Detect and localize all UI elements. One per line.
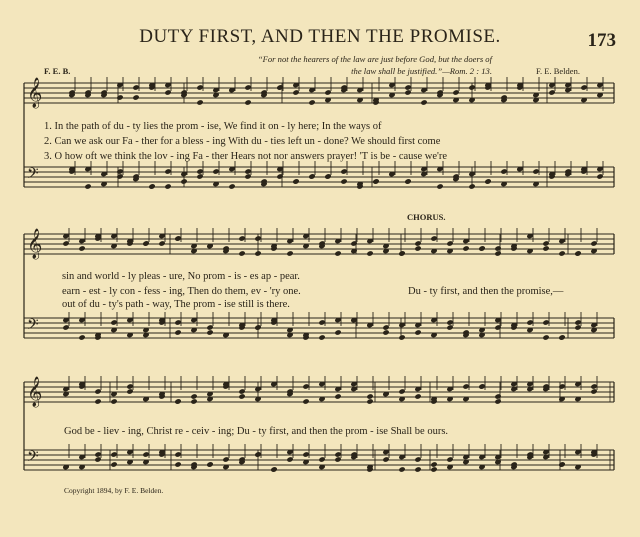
note-head	[238, 393, 245, 399]
note-head	[94, 398, 101, 404]
note-head	[558, 250, 565, 256]
note-head	[430, 466, 437, 472]
bass-clef-icon: 𝄢	[27, 448, 39, 469]
note-head	[414, 393, 421, 399]
note-head	[302, 398, 309, 404]
note-head	[494, 398, 501, 404]
note-head	[414, 466, 421, 472]
note-head	[366, 398, 373, 404]
note-head	[174, 461, 181, 467]
note-head	[116, 94, 123, 100]
note-head	[174, 329, 181, 335]
note-head	[414, 329, 421, 335]
note-head	[414, 245, 421, 251]
note-head	[228, 183, 235, 189]
note-head	[542, 334, 549, 340]
note-head	[398, 334, 405, 340]
note-head	[462, 245, 469, 251]
note-head	[174, 398, 181, 404]
system2-verse3: out of du - ty's path - way, The prom - ise still is there.	[62, 299, 290, 310]
note-head	[148, 183, 155, 189]
note-head	[206, 329, 213, 335]
composer-credit: F. E. Belden.	[536, 66, 580, 76]
lyricist-credit: F. E. B.	[44, 66, 71, 76]
note-head	[430, 461, 437, 467]
note-head	[420, 99, 427, 105]
page-number: 173	[587, 30, 616, 51]
note-head	[558, 461, 565, 467]
note-head	[334, 329, 341, 335]
note-head	[132, 94, 139, 100]
note-head	[206, 461, 213, 467]
note-head	[196, 99, 203, 105]
system2-chorus: Du - ty first, and then the promise,—	[408, 286, 564, 297]
note-head	[286, 250, 293, 256]
note-head	[398, 250, 405, 256]
copyright-notice: Copyright 1894, by F. E. Belden.	[64, 486, 164, 495]
note-head	[110, 398, 117, 404]
system3-chorus: God be - liev - ing, Christ re - ceiv - ing; Du - ty first, and then the prom - ise Shall be ours.	[64, 426, 449, 437]
note-head	[366, 250, 373, 256]
note-head	[366, 393, 373, 399]
treble-clef-icon: 𝄞	[27, 377, 43, 407]
note-head	[164, 183, 171, 189]
note-head	[478, 245, 485, 251]
note-head	[84, 183, 91, 189]
note-head	[308, 99, 315, 105]
note-head	[238, 250, 245, 256]
note-head	[78, 245, 85, 251]
note-head	[244, 99, 251, 105]
note-head	[110, 461, 117, 467]
note-head	[190, 393, 197, 399]
hymn-title: DUTY FIRST, AND THEN THE PROMISE.	[139, 26, 501, 47]
note-head	[382, 329, 389, 335]
note-head	[574, 250, 581, 256]
note-head	[334, 250, 341, 256]
epigraph-line-1: “For not the hearers of the law are just before God, but the doers of	[257, 54, 492, 64]
bass-clef-icon: 𝄢	[27, 165, 39, 186]
note-head	[372, 178, 379, 184]
note-head	[340, 178, 347, 184]
note-head	[190, 398, 197, 404]
system2-verse2: earn - est - ly con - fess - ing, Then do them, ev - 'ry one.	[62, 286, 301, 297]
bass-clef-icon: 𝄢	[27, 316, 39, 337]
note-head	[334, 393, 341, 399]
note-head	[78, 334, 85, 340]
system1-verse2: 2. Can we ask our Fa - ther for a bless - ing With du - ties left un - done? We should first come	[44, 136, 441, 147]
note-head	[542, 245, 549, 251]
note-head	[292, 178, 299, 184]
system2-verse1: sin and world - ly pleas - ure, No prom - is - es ap - pear.	[62, 271, 300, 282]
note-head	[318, 334, 325, 340]
note-head	[484, 178, 491, 184]
note-head	[404, 178, 411, 184]
note-head	[558, 334, 565, 340]
chorus-label: CHORUS.	[407, 212, 446, 222]
note-head	[398, 466, 405, 472]
note-head	[270, 466, 277, 472]
system1-verse3: 3. O how oft we think the lov - ing Fa - ther Hears not nor answers prayer! 'T is be - cause we're	[44, 151, 448, 162]
note-head	[494, 393, 501, 399]
system1-verse1: 1. In the path of du - ty lies the prom - ise, We find it on - ly here; In the ways of	[44, 121, 382, 132]
epigraph	[172, 53, 492, 77]
note-head	[494, 245, 501, 251]
treble-clef-icon: 𝄞	[27, 229, 43, 259]
note-head	[436, 183, 443, 189]
epigraph-line-2: the law shall be justified.”—Rom. 2 : 13.	[351, 66, 492, 76]
treble-clef-icon: 𝄞	[27, 78, 43, 108]
note-head	[494, 250, 501, 256]
